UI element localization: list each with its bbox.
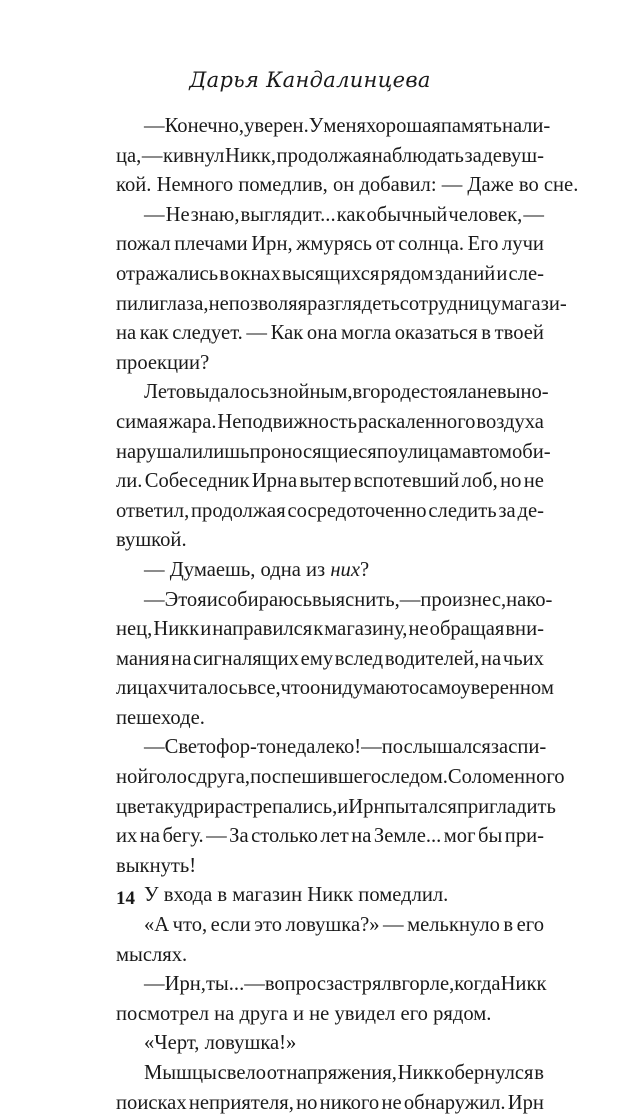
word: обнаружил. bbox=[403, 1091, 506, 1114]
text-line-content: У входа в магазин Никк помедлил. bbox=[144, 884, 449, 907]
page-number: 14 bbox=[116, 888, 135, 909]
text-line-content: — Думаешь, одна из bbox=[144, 558, 331, 581]
text-line bbox=[116, 645, 544, 675]
word: пили bbox=[116, 292, 160, 315]
word: жмурясь bbox=[296, 233, 373, 256]
word: Ирн bbox=[348, 795, 385, 818]
word: столько bbox=[251, 825, 318, 848]
text-line bbox=[116, 822, 544, 852]
text-line bbox=[116, 497, 544, 527]
word: не bbox=[208, 292, 229, 315]
text-line-content: посмотрел на друга и не увидел его рядом. bbox=[116, 1002, 492, 1025]
word: напряжения, bbox=[286, 1062, 397, 1084]
word: чьих bbox=[502, 647, 544, 670]
word: сле- bbox=[508, 262, 544, 285]
word: голос bbox=[148, 766, 197, 789]
word: вни- bbox=[505, 618, 544, 641]
text-line bbox=[116, 881, 544, 911]
word: человек, bbox=[448, 203, 523, 226]
word: застрял bbox=[325, 973, 392, 996]
word: за bbox=[490, 736, 509, 759]
word: — bbox=[144, 736, 165, 759]
word: вытер bbox=[299, 470, 352, 493]
word: солнца. bbox=[398, 233, 465, 256]
word: автомоби- bbox=[461, 440, 551, 463]
word: мания bbox=[116, 647, 170, 670]
word: меня bbox=[323, 115, 366, 137]
text-line bbox=[116, 349, 544, 379]
word: ли- bbox=[522, 115, 551, 137]
word: на bbox=[351, 825, 372, 848]
word: разглядеть bbox=[307, 292, 400, 315]
text-line-tail: ? bbox=[360, 558, 370, 581]
text-line bbox=[116, 970, 547, 1000]
word: в bbox=[352, 381, 363, 404]
word: при- bbox=[504, 825, 544, 848]
word: Ирн, bbox=[164, 973, 206, 996]
word: обычный bbox=[366, 203, 448, 226]
word: сотрудницу bbox=[399, 292, 502, 315]
word: на bbox=[116, 322, 137, 345]
word: жара. bbox=[168, 410, 217, 433]
word: в bbox=[481, 322, 492, 345]
text-line bbox=[116, 378, 549, 408]
word: Никк, bbox=[224, 144, 277, 167]
word: мог bbox=[443, 825, 476, 848]
word: выглядит... bbox=[240, 203, 336, 226]
word: ты... bbox=[205, 973, 245, 996]
word: знойным, bbox=[268, 381, 353, 404]
word: собираюсь bbox=[217, 588, 313, 611]
word: Его bbox=[467, 233, 499, 256]
text-line bbox=[116, 408, 544, 438]
word: наблюдать bbox=[371, 144, 464, 167]
word: спи- bbox=[508, 736, 547, 759]
word: память bbox=[440, 115, 502, 137]
word: пожал bbox=[116, 233, 171, 256]
text-line bbox=[116, 171, 579, 201]
word: — bbox=[144, 973, 165, 996]
word: Ирн, bbox=[251, 233, 293, 256]
word: бы bbox=[478, 825, 503, 848]
word: свело bbox=[217, 1062, 267, 1084]
word: пригладить bbox=[456, 795, 556, 818]
word: в bbox=[219, 262, 229, 285]
word: — bbox=[144, 588, 165, 611]
word: в bbox=[503, 914, 514, 937]
word: они bbox=[310, 677, 343, 700]
word: ему bbox=[300, 647, 334, 670]
word: нец, bbox=[116, 618, 153, 641]
text-line bbox=[116, 112, 551, 142]
text-line bbox=[116, 911, 544, 941]
word: хорошая bbox=[366, 115, 441, 137]
word: Светофор-то bbox=[164, 736, 276, 759]
word: это bbox=[254, 914, 283, 937]
word: что, bbox=[172, 914, 208, 937]
word: читалось bbox=[167, 677, 248, 700]
text-line bbox=[116, 615, 544, 645]
word: вспотевший bbox=[353, 470, 460, 493]
text-line bbox=[116, 526, 544, 556]
word: плечами bbox=[174, 233, 248, 256]
word: обращая bbox=[429, 618, 505, 641]
word: твоей bbox=[494, 322, 544, 345]
word: ной bbox=[116, 766, 149, 789]
word: вопрос bbox=[264, 973, 326, 996]
word: Лето bbox=[144, 381, 186, 404]
body-text bbox=[116, 112, 579, 1118]
word: обернулся bbox=[444, 1062, 534, 1084]
text-line-content: пешеходе. bbox=[116, 706, 205, 729]
word: на bbox=[481, 647, 502, 670]
text-line bbox=[116, 763, 565, 793]
word: ли. bbox=[116, 470, 143, 493]
word: высящихся bbox=[281, 262, 380, 285]
word: их bbox=[116, 825, 138, 848]
word: в bbox=[391, 973, 402, 996]
text-line bbox=[116, 704, 544, 734]
text-line bbox=[116, 1089, 544, 1118]
word: лучи bbox=[502, 233, 544, 256]
text-line-content: кой. Немного помедлив, он добавил: — Даже во сне. bbox=[116, 174, 579, 197]
word: — bbox=[523, 203, 544, 226]
text-line-content: проекции? bbox=[116, 351, 210, 374]
text-line bbox=[116, 1000, 544, 1030]
word: следить bbox=[428, 499, 497, 522]
word: уверен. bbox=[244, 115, 309, 137]
word: — bbox=[141, 144, 163, 167]
text-line bbox=[116, 1029, 544, 1059]
word: его bbox=[516, 914, 544, 937]
word: воздуха bbox=[476, 410, 544, 433]
word: и bbox=[200, 618, 212, 641]
word: могла bbox=[340, 322, 392, 345]
word: никого bbox=[319, 1091, 380, 1114]
word: не bbox=[408, 618, 429, 641]
text-line bbox=[116, 201, 544, 231]
text-line bbox=[116, 260, 544, 290]
word: рядом bbox=[380, 262, 434, 285]
text-line-content: «Черт, ловушка!» bbox=[144, 1032, 297, 1055]
word: когда bbox=[454, 973, 501, 996]
text-line bbox=[116, 733, 547, 763]
word: лет bbox=[320, 825, 349, 848]
text-line bbox=[116, 793, 556, 823]
word: Никк bbox=[500, 973, 547, 996]
word: не bbox=[381, 1091, 402, 1114]
text-line bbox=[116, 556, 544, 586]
text-line bbox=[116, 1059, 544, 1089]
word: сигналящих bbox=[193, 647, 299, 670]
word: но bbox=[296, 1091, 318, 1114]
text-line bbox=[116, 142, 544, 172]
word: Никк bbox=[397, 1062, 444, 1084]
word: «А bbox=[144, 914, 170, 937]
word: водителей, bbox=[384, 647, 480, 670]
word: следует. bbox=[172, 322, 243, 345]
word: кудри bbox=[164, 795, 215, 818]
text-line bbox=[116, 467, 544, 497]
word: горле, bbox=[401, 973, 455, 996]
word: цвета bbox=[116, 795, 165, 818]
word: бегу. bbox=[162, 825, 204, 848]
word: симая bbox=[116, 410, 168, 433]
word: друга, bbox=[196, 766, 251, 789]
word: самоуверенном bbox=[419, 677, 554, 700]
word: продолжая bbox=[191, 499, 286, 522]
word: — bbox=[244, 973, 265, 996]
word: неприятеля, bbox=[188, 1091, 294, 1114]
word: растрепались, bbox=[214, 795, 338, 818]
word: знаю, bbox=[190, 203, 240, 226]
word: от bbox=[375, 233, 395, 256]
word: — bbox=[144, 115, 165, 137]
word: Не bbox=[165, 203, 190, 226]
word: — bbox=[206, 825, 227, 848]
word: лицах bbox=[116, 677, 168, 700]
word: Мышцы bbox=[144, 1062, 217, 1084]
word: Это bbox=[164, 588, 198, 611]
word: магазину, bbox=[324, 618, 408, 641]
word: Соломенного bbox=[447, 766, 565, 789]
text-line bbox=[116, 941, 544, 971]
text-line-content: выкнуть! bbox=[116, 854, 197, 877]
word: все, bbox=[247, 677, 281, 700]
word: окнах bbox=[230, 262, 281, 285]
word: проносящиеся bbox=[249, 440, 377, 463]
word: позволяя bbox=[228, 292, 308, 315]
word: девуш- bbox=[482, 144, 544, 167]
text-line bbox=[116, 438, 551, 468]
emphasis: них bbox=[330, 558, 360, 581]
word: она bbox=[306, 322, 338, 345]
word: от bbox=[266, 1062, 286, 1084]
word: оказаться bbox=[394, 322, 478, 345]
word: мелькнуло bbox=[407, 914, 500, 937]
word: недалеко! bbox=[275, 736, 362, 759]
word: раскаленного bbox=[357, 410, 476, 433]
word: поисках bbox=[116, 1091, 187, 1114]
word: если bbox=[210, 914, 251, 937]
word: — bbox=[383, 914, 404, 937]
word: сосредоточенно bbox=[287, 499, 427, 522]
word: направился bbox=[212, 618, 313, 641]
word: думают bbox=[342, 677, 410, 700]
word: ответил, bbox=[116, 499, 190, 522]
text-line bbox=[116, 319, 544, 349]
word: — bbox=[144, 203, 165, 226]
word: — bbox=[246, 322, 268, 345]
word: Собеседник bbox=[144, 470, 250, 493]
word: что bbox=[280, 677, 311, 700]
word: поспешившего bbox=[250, 766, 382, 789]
word: за bbox=[498, 499, 516, 522]
word: Земле... bbox=[373, 825, 442, 848]
word: — bbox=[399, 588, 421, 611]
word: и bbox=[496, 262, 508, 285]
word: на bbox=[501, 115, 523, 137]
word: и bbox=[337, 795, 349, 818]
word: нако- bbox=[506, 588, 553, 611]
word: невыно- bbox=[476, 381, 549, 404]
word: как bbox=[139, 322, 169, 345]
word: в bbox=[534, 1062, 544, 1084]
text-line-content: вушкой. bbox=[116, 529, 187, 552]
word: городе bbox=[362, 381, 421, 404]
word: следом. bbox=[381, 766, 448, 789]
word: ца, bbox=[116, 144, 142, 167]
text-line-content: мыслях. bbox=[116, 943, 188, 966]
word: произнес, bbox=[420, 588, 507, 611]
word: за bbox=[464, 144, 482, 167]
word: кивнул bbox=[162, 144, 225, 167]
running-head: Дарья Кандалинцева bbox=[189, 68, 431, 92]
word: Неподвижность bbox=[217, 410, 357, 433]
word: выяснить, bbox=[312, 588, 400, 611]
word: магази- bbox=[501, 292, 567, 315]
text-line bbox=[116, 674, 554, 704]
word: как bbox=[336, 203, 366, 226]
word: ловушка?» bbox=[285, 914, 380, 937]
word: но bbox=[500, 470, 522, 493]
text-line bbox=[116, 230, 544, 260]
text-line bbox=[116, 852, 544, 882]
word: нарушали bbox=[116, 440, 203, 463]
word: улицам bbox=[398, 440, 462, 463]
word: глаза, bbox=[159, 292, 209, 315]
word: на bbox=[171, 647, 192, 670]
word: вслед bbox=[334, 647, 384, 670]
text-line bbox=[116, 586, 553, 616]
word: на bbox=[139, 825, 160, 848]
word: Ирна bbox=[251, 470, 298, 493]
word: У bbox=[308, 115, 324, 137]
word: продолжая bbox=[276, 144, 372, 167]
word: пытался bbox=[384, 795, 457, 818]
word: За bbox=[229, 825, 249, 848]
word: я bbox=[197, 588, 207, 611]
word: по bbox=[376, 440, 399, 463]
word: лишь bbox=[202, 440, 250, 463]
word: — bbox=[361, 736, 382, 759]
word: стояла bbox=[420, 381, 477, 404]
word: не bbox=[523, 470, 544, 493]
word: Ирн bbox=[507, 1091, 544, 1114]
word: к bbox=[313, 618, 324, 641]
word: де- bbox=[517, 499, 544, 522]
word: отражались bbox=[116, 262, 219, 285]
word: выдалось bbox=[186, 381, 269, 404]
word: Никк bbox=[153, 618, 200, 641]
text-line bbox=[116, 290, 567, 320]
word: лоб, bbox=[461, 470, 498, 493]
word: послышался bbox=[381, 736, 491, 759]
word: и bbox=[206, 588, 218, 611]
word: Как bbox=[270, 322, 304, 345]
word: зданий bbox=[434, 262, 496, 285]
word: Конечно, bbox=[164, 115, 245, 137]
word: о bbox=[409, 677, 420, 700]
